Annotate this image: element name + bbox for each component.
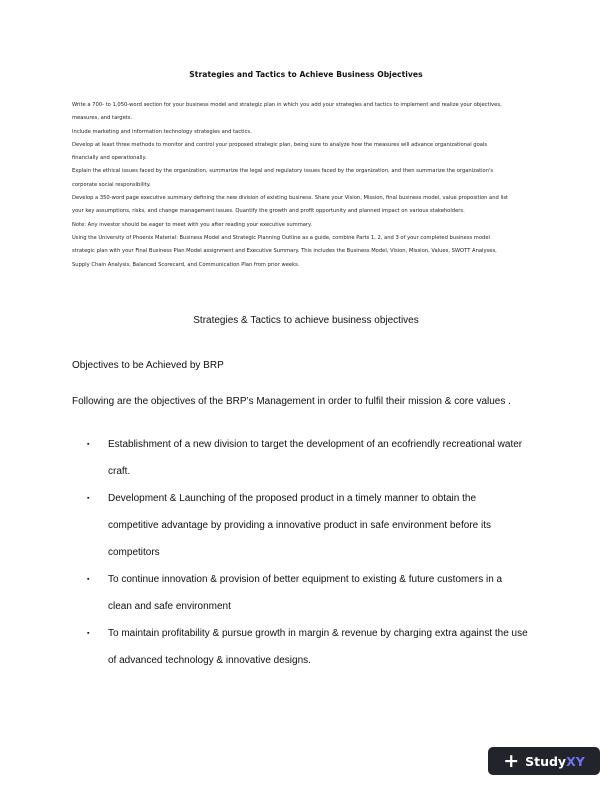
list-item <box>72 621 552 675</box>
objective-line: Development & Launching of the proposed product in a timely manner to obtain the <box>108 492 477 504</box>
instruction-line: Using the University of Phoenix Material: Business Model and Strategic Planning Outline as a guide, combine Parts 1, 2, and 3 of your completed business model <box>72 234 490 241</box>
instruction-line: financially and operationally. <box>72 155 147 162</box>
assignment-title: Strategies and Tactics to Achieve Business Objectives <box>189 70 423 79</box>
instruction-line: Write a 700- to 1,050-word section for your business model and strategic plan in which you add your strategies and tactics to implement and realize your objectives, <box>72 102 502 108</box>
instruction-line: measures, and targets. <box>72 115 133 122</box>
brand-name-part1: Study <box>525 753 567 769</box>
list-item <box>72 486 552 566</box>
studyxy-logo[interactable] <box>488 747 600 775</box>
list-item <box>72 432 552 486</box>
plus-icon: + <box>503 749 520 772</box>
objective-line: To maintain profitability & pursue growth in margin & revenue by charging extra against the use <box>108 627 528 639</box>
square-bullet-icon: ▪ <box>87 441 90 448</box>
instruction-line: corporate social responsibility. <box>72 181 151 188</box>
instruction-line: your key assumptions, risks, and change management issues. Quantify the growth and profit opportunity and planned impact on various stakeholders. <box>72 208 465 215</box>
instruction-line: Supply Chain Analysis, Balanced Scorecard, and Communication Plan from prior weeks. <box>72 261 300 268</box>
assignment-instructions <box>72 99 540 272</box>
objective-line: competitors <box>108 546 160 558</box>
objective-line: of advanced technology & innovative designs. <box>108 654 311 666</box>
list-item <box>72 567 552 621</box>
brand-name <box>525 754 585 769</box>
objective-line: competitive advantage by providing a innovative product in safe environment before its <box>108 519 492 531</box>
objective-line: Establishment of a new division to target the development of an ecofriendly recreational water <box>108 439 523 450</box>
objective-line: To continue innovation & provision of better equipment to existing & future customers in a <box>108 573 503 585</box>
objective-line: clean and safe environment <box>108 600 231 612</box>
objectives-list <box>72 432 552 675</box>
document-heading: Strategies & Tactics to achieve business objectives <box>193 315 419 326</box>
instruction-line: strategic plan with your Final Business Plan Model assignment and Executive Summary. This includes the Business Model, Vision, Mission, Values, SWOTT Analyses, <box>72 248 497 255</box>
square-bullet-icon: ▪ <box>87 494 90 502</box>
instruction-line: Note: Any investor should be eager to meet with you after reading your executive summary. <box>72 221 313 228</box>
square-bullet-icon: ▪ <box>87 629 90 637</box>
intro-paragraph: Following are the objectives of the BRP’s Management in order to fulfil their mission & core values . <box>72 396 511 407</box>
brand-name-part2: XY <box>566 753 585 769</box>
instruction-line: Develop at least three methods to monitor and control your proposed strategic plan, being sure to analyze how the measures will advance organizational goals <box>72 141 488 148</box>
instruction-line: Explain the ethical issues faced by the organization, summarize the legal and regulatory issues faced by the organization, and then summarize the organization's <box>72 168 494 175</box>
objective-line: craft. <box>108 465 131 477</box>
square-bullet-icon: ▪ <box>87 575 90 583</box>
instruction-line: Include marketing and information technology strategies and tactics. <box>72 128 252 135</box>
section-heading: Objectives to be Achieved by BRP <box>72 360 224 371</box>
instruction-line: Develop a 350-word page executive summary defining the new division of existing business. Share your Vision, Mission, final business model, value proposition and list <box>72 195 509 202</box>
